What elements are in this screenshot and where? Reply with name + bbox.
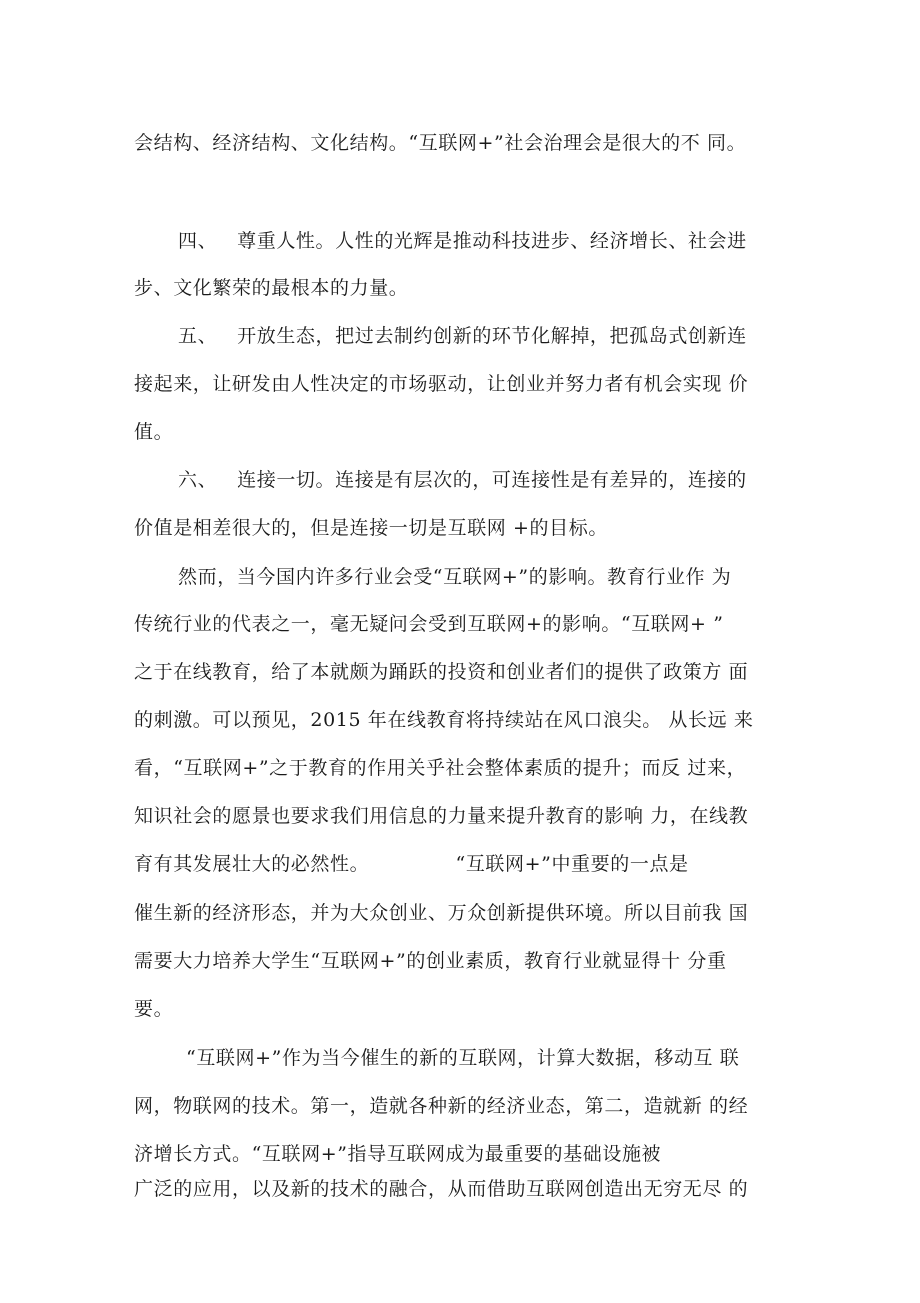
text-line: 四、 尊重人性。人性的光辉是推动科技进步、经济增长、社会进 (178, 230, 747, 252)
text-line: 之于在线教育，给了本就颇为踊跃的投资和创业者们的提供了政策方 面 (134, 661, 749, 683)
text-line: 育有其发展壮大的必然性。 “互联网+”中重要的一点是 (134, 853, 689, 875)
text-line: 五、 开放生态，把过去制约创新的环节化解掉，把孤岛式创新连 (178, 325, 747, 347)
text-line: 会结构、经济结构、文化结构。“互联网+”社会治理会是很大的不 同。 (134, 132, 747, 154)
text-line: 催生新的经济形态，并为大众创业、万众创新提供环境。所以目前我 国 (134, 902, 749, 924)
text-line: 知识社会的愿景也要求我们用信息的力量来提升教育的影响 力，在线教 (134, 805, 749, 827)
text-line: 需要大力培养大学生“互联网+”的创业素质，教育行业就显得十 分重 (134, 950, 727, 972)
text-line: 网，物联网的技术。第一，造就各种新的经济业态，第二，造就新 的经 (134, 1095, 749, 1117)
text-line: 传统行业的代表之一，毫无疑问会受到互联网+的影响。“互联网+ ” (134, 613, 724, 635)
text-line: 价值是相差很大的，但是连接一切是互联网 +的目标。 (134, 517, 608, 539)
text-line: 广泛的应用，以及新的技术的融合，从而借助互联网创造出无穷无尽 的 (134, 1178, 749, 1200)
text-line: 步、文化繁荣的最根本的力量。 (134, 277, 409, 299)
text-line: 接起来，让研发由人性决定的市场驱动，让创业并努力者有机会实现 价 (134, 373, 749, 395)
text-line: 济增长方式。“互联网+”指导互联网成为最重要的基础设施被 (134, 1143, 662, 1165)
text-line: 要。 (134, 998, 174, 1020)
text-line: 六、 连接一切。连接是有层次的，可连接性是有差异的，连接的 (178, 469, 747, 491)
text-line: “互联网+”作为当今催生的新的互联网，计算大数据，移动互 联 (186, 1047, 740, 1069)
text-line: 然而，当今国内许多行业会受“互联网+”的影响。教育行业作 为 (178, 566, 732, 588)
text-line: 看，“互联网+”之于教育的作用关乎社会整体素质的提升；而反 过来， (134, 757, 747, 779)
text-line: 的刺激。可以预见，2015 年在线教育将持续站在风口浪尖。 从长远 来 (134, 709, 754, 731)
text-line: 值。 (134, 421, 174, 443)
